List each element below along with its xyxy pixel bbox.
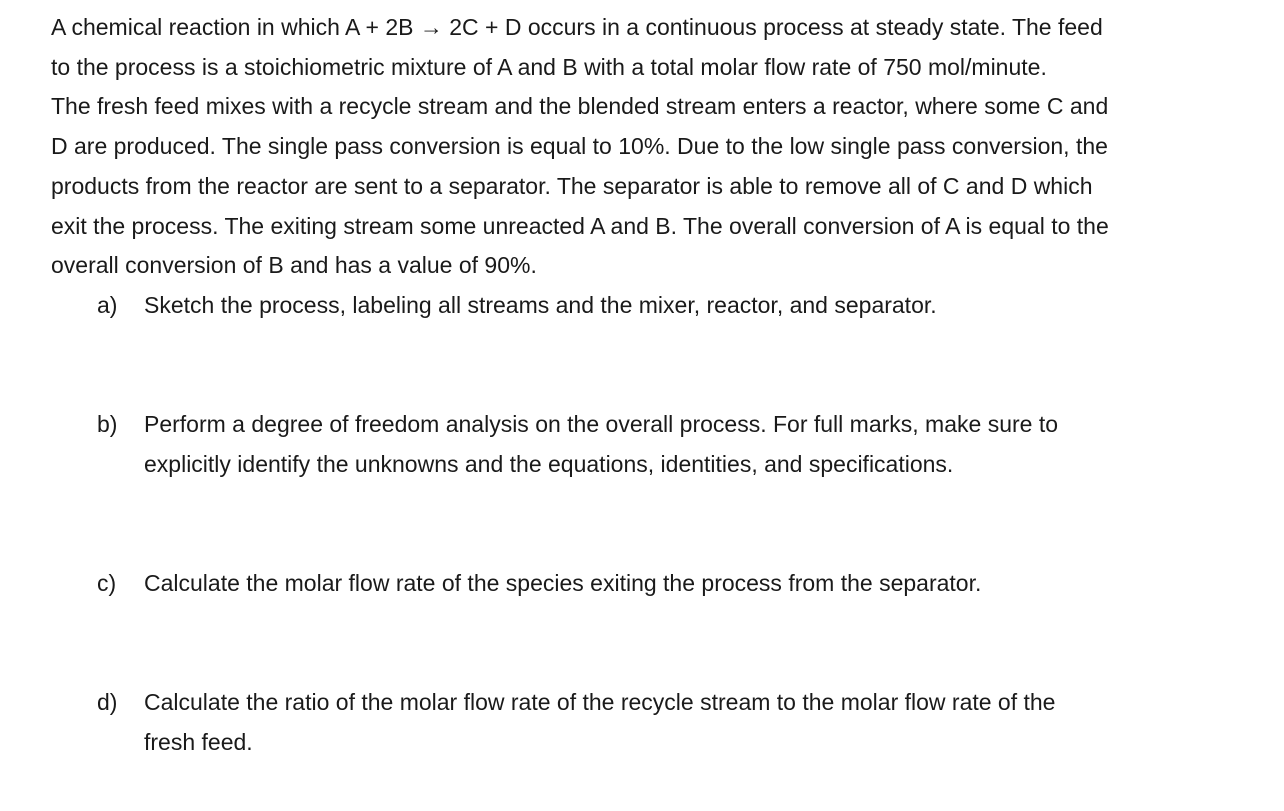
intro-line: The fresh feed mixes with a recycle stream and the blended stream enters a reactor, where some C and	[51, 93, 1109, 119]
intro-line: A chemical reaction in which A + 2B → 2C + D occurs in a continuous process at steady state. The feed	[51, 14, 1103, 40]
question-text: explicitly identify the unknowns and the equations, identities, and specifications.	[144, 451, 954, 477]
question-letter: b)	[97, 411, 118, 437]
intro-line: products from the reactor are sent to a separator. The separator is able to remove all of C and D which	[51, 173, 1093, 199]
question-text: Sketch the process, labeling all streams and the mixer, reactor, and separator.	[144, 292, 937, 318]
intro-line: exit the process. The exiting stream some unreacted A and B. The overall conversion of A is equal to the	[51, 213, 1109, 239]
question-letter: c)	[97, 570, 117, 596]
question-text: fresh feed.	[144, 729, 253, 755]
intro-line: to the process is a stoichiometric mixture of A and B with a total molar flow rate of 750 mol/minute.	[51, 54, 1047, 80]
question-text: Perform a degree of freedom analysis on the overall process. For full marks, make sure to	[144, 411, 1059, 437]
question-letter: a)	[97, 292, 118, 318]
question-text: Calculate the molar flow rate of the species exiting the process from the separator.	[144, 570, 982, 596]
intro-line: D are produced. The single pass conversion is equal to 10%. Due to the low single pass conversion, the	[51, 133, 1108, 159]
question-text: Calculate the ratio of the molar flow rate of the recycle stream to the molar flow rate of the	[144, 689, 1056, 715]
intro-line: overall conversion of B and has a value of 90%.	[51, 252, 537, 278]
question-letter: d)	[97, 689, 118, 715]
